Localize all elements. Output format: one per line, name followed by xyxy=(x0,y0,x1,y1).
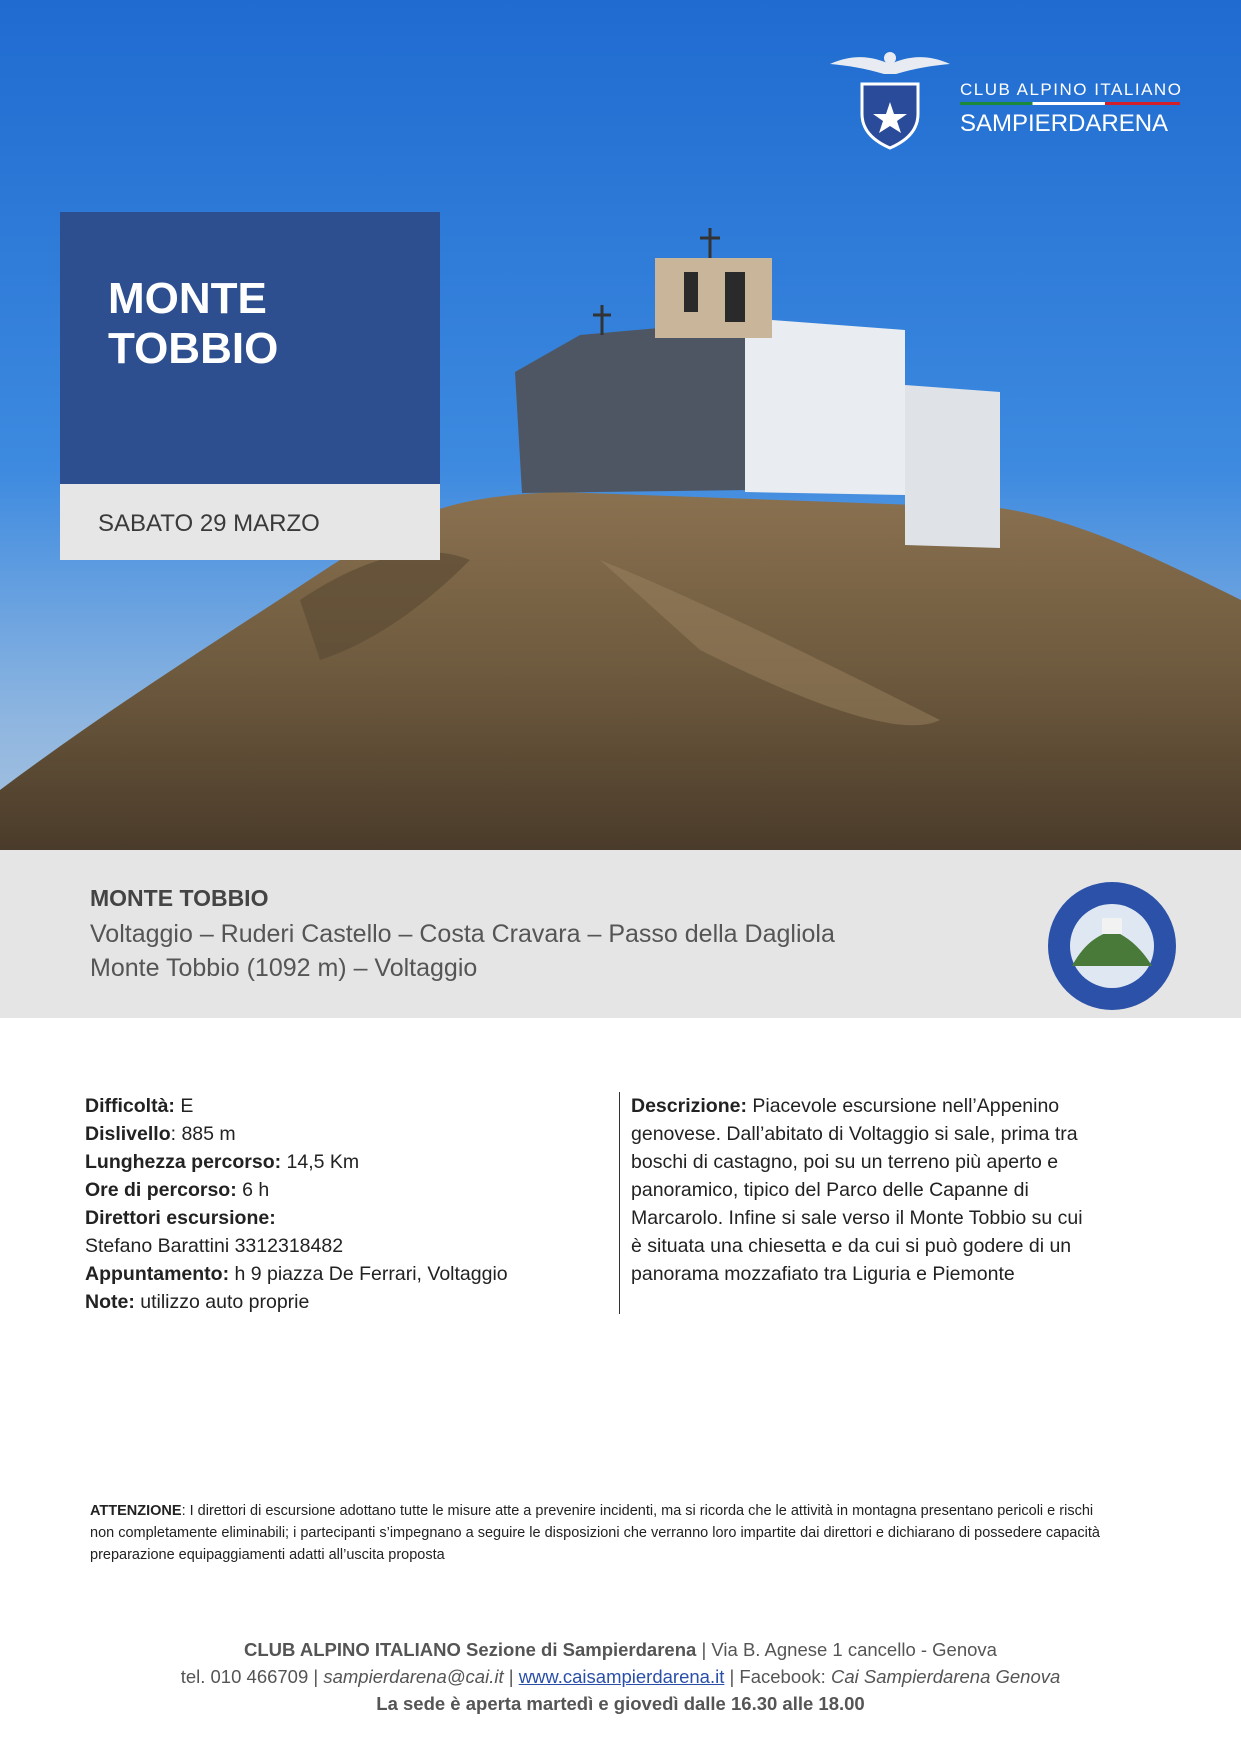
warning-line: non completamente eliminabili; i partecipanti s’impegnano a seguire le disposizioni che verranno loro impartite dai direttori e dichiarano di possedere capacità xyxy=(90,1525,1100,1541)
footer-line3 xyxy=(0,1690,1241,1717)
footer-line1 xyxy=(0,1636,1241,1663)
org-name-line1: CLUB ALPINO ITALIANO xyxy=(960,80,1183,99)
footer-org: CLUB ALPINO ITALIANO Sezione di Sampierdarena xyxy=(244,1639,697,1660)
detail-direttori-value: Stefano Barattini 3312318482 xyxy=(85,1235,344,1257)
detail-value: 14,5 Km xyxy=(281,1151,360,1173)
footer-phone: tel. 010 466709 | xyxy=(180,1666,324,1687)
cai-logo xyxy=(826,44,1186,154)
description-line: genovese. Dall’abitato di Voltaggio si sale, prima tra xyxy=(631,1123,1078,1145)
warning-notice xyxy=(90,1500,1160,1566)
date-box xyxy=(60,484,440,560)
hero-photo xyxy=(0,0,1241,850)
detail-label: Appuntamento: xyxy=(85,1263,230,1285)
column-divider xyxy=(619,1092,620,1314)
title-line1: MONTE xyxy=(108,274,267,323)
detail-label: Lunghezza percorso: xyxy=(85,1151,282,1173)
footer-facebook-label: | Facebook: xyxy=(724,1666,831,1687)
title-line2: TOBBIO xyxy=(108,324,279,373)
warning-label: ATTENZIONE xyxy=(90,1503,182,1519)
route-line1: Voltaggio – Ruderi Castello – Costa Cravara – Passo della Dagliola xyxy=(90,920,835,948)
warning-line: preparazione equipaggiamenti adatti all’uscita proposta xyxy=(90,1547,445,1563)
eagle-shield-icon xyxy=(826,44,954,154)
description-line: Marcarolo. Infine si sale verso il Monte Tobbio su cui xyxy=(631,1207,1083,1229)
detail-ore xyxy=(85,1176,605,1204)
cai-giovani-badge xyxy=(1046,880,1178,1012)
title-box xyxy=(60,212,440,484)
route-line2: Monte Tobbio (1092 m) – Voltaggio xyxy=(90,954,478,982)
detail-value: : 885 m xyxy=(170,1123,236,1145)
route-heading: MONTE TOBBIO xyxy=(90,885,269,911)
detail-value: utilizzo auto proprie xyxy=(134,1291,310,1313)
route-band xyxy=(0,850,1241,1018)
org-name-line2: SAMPIERDARENA xyxy=(960,110,1169,137)
detail-difficolta xyxy=(85,1092,605,1120)
footer-separator: | xyxy=(503,1666,519,1687)
warning-text: : I direttori di escursione adottano tutte le misure atte a prevenire incidenti, ma si ricorda che le attività in montagna presentano pericoli e rischi xyxy=(181,1503,1094,1519)
description-column xyxy=(631,1092,1131,1288)
event-date: SABATO 29 MARZO xyxy=(98,510,320,537)
details-column xyxy=(85,1092,605,1316)
description-text: Piacevole escursione nell’Appenino xyxy=(746,1095,1060,1117)
detail-appuntamento xyxy=(85,1260,605,1288)
warning-line xyxy=(90,1500,1160,1522)
footer xyxy=(0,1636,1241,1717)
detail-note xyxy=(85,1288,605,1316)
facebook-name[interactable]: Cai Sampierdarena Genova xyxy=(830,1666,1061,1687)
opening-hours: La sede è aperta martedì e giovedì dalle 16.30 alle 18.00 xyxy=(376,1693,865,1714)
description-line xyxy=(631,1092,1131,1120)
detail-label: Ore di percorso: xyxy=(85,1179,237,1201)
description-line: panorama mozzafiato tra Liguria e Piemonte xyxy=(631,1263,1015,1285)
description-line: panoramico, tipico del Parco delle Capanne di xyxy=(631,1179,1029,1201)
page-title xyxy=(108,274,278,374)
detail-value: 6 h xyxy=(236,1179,270,1201)
detail-label: Difficoltà: xyxy=(85,1095,175,1117)
description-label: Descrizione: xyxy=(631,1095,747,1117)
detail-label: Dislivello xyxy=(85,1123,171,1145)
detail-label: Note: xyxy=(85,1291,135,1313)
description-line: boschi di castagno, poi su un terreno più aperto e xyxy=(631,1151,1059,1173)
detail-value: E xyxy=(174,1095,194,1117)
description-line: è situata una chiesetta e da cui si può godere di un xyxy=(631,1235,1072,1257)
footer-address: | Via B. Agnese 1 cancello - Genova xyxy=(696,1639,997,1660)
website-link[interactable]: www.caisampierdarena.it xyxy=(518,1666,725,1687)
detail-lunghezza xyxy=(85,1148,605,1176)
detail-value: h 9 piazza De Ferrari, Voltaggio xyxy=(229,1263,508,1285)
footer-email[interactable]: sampierdarena@cai.it xyxy=(323,1666,504,1687)
tricolor-stripe xyxy=(960,102,1180,105)
detail-dislivello xyxy=(85,1120,605,1148)
detail-label: Direttori escursione: xyxy=(85,1207,276,1229)
footer-line2 xyxy=(0,1663,1241,1690)
detail-direttori-label xyxy=(85,1204,605,1232)
